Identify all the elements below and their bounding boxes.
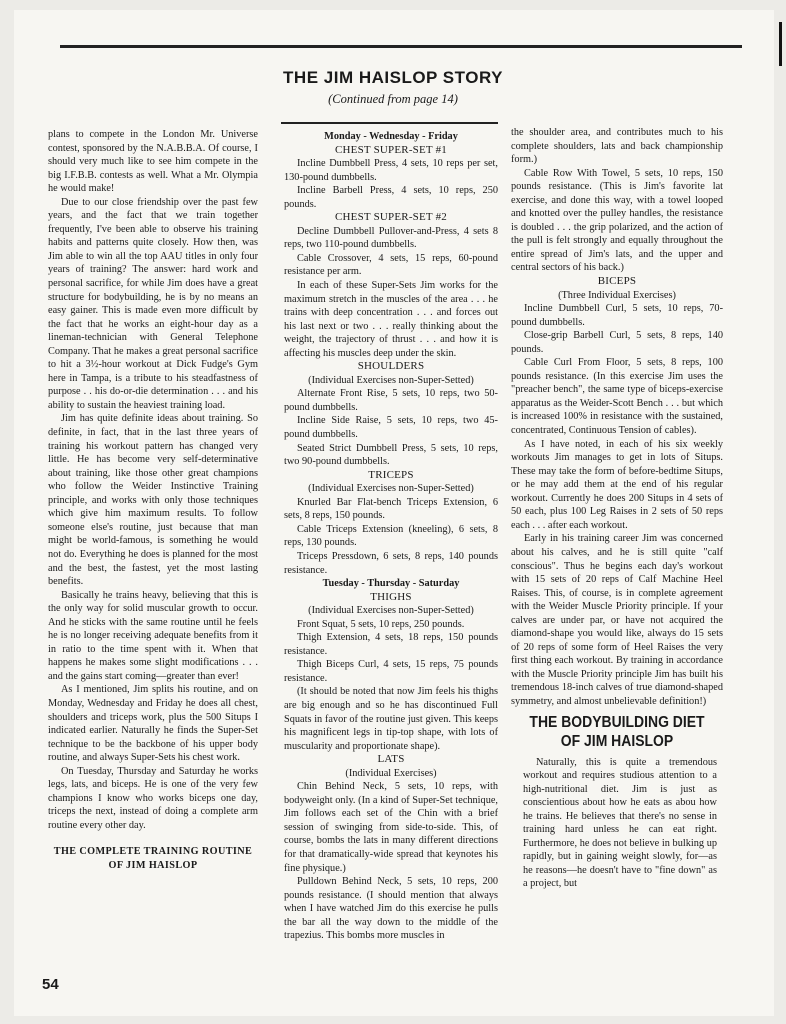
- superset-heading: CHEST SUPER-SET #2: [335, 211, 447, 224]
- exercise: Decline Dumbbell Pullover-and-Press, 4 sets 8 reps, two 110-pound dumbbells.: [284, 225, 498, 251]
- paragraph: In each of these Super-Sets Jim works for the maximum stretch in the muscles of the area . . . he trains with deep concentration . . . and forces out his last next or two . . . really thinking about the weight, the trajectory of thrust . . . and how it is affecting his muscles deep under the skin.: [284, 280, 498, 359]
- paragraph: On Tuesday, Thursday and Saturday he works legs, lats, and biceps. He is one of the very few champions I know who works biceps one day, triceps the next, instead of doing a complete arm routine every other day.: [48, 765, 258, 831]
- exercise: Incline Side Raise, 5 sets, 10 reps, two 45-pound dumbbells.: [284, 415, 498, 441]
- paragraph: Due to our close friendship over the past few years, and the fact that we train together frequently, I've been able to observe his training habits and patterns quite closely. How then, was Jim able to win all the top AAU titles in only four years of training? The answer: hard work and personal sacrifice, for while Jim does have a great structure for bodybuilding, he is by no means an easy gainer. This is made even more difficult by the fact that he works an eight-hour day as a lineman-technician with General Telephone Company. That he makes a great personal sacrifice to hit a 3½-hour workout at Dick Fudge's Gym here in Tampa, is a tribute to his steadfastness of purpose . . his do-or-die determination . . . and his ability to sustain the heaviest training load.: [48, 196, 258, 411]
- paragraph: the shoulder area, and contributes much to his complete shoulders, lats and back championship form.): [511, 127, 723, 166]
- section-heading: SHOULDERS: [357, 360, 425, 373]
- section-subheading: (Individual Exercises non-Super-Setted): [308, 374, 474, 386]
- section-heading: LATS: [377, 753, 405, 766]
- superset-heading: CHEST SUPER-SET #1: [335, 143, 447, 156]
- section-heading: THIGHS: [370, 590, 412, 603]
- exercise: Seated Strict Dumbbell Press, 5 sets, 10 reps, two 90-pound dumbbells.: [284, 442, 498, 468]
- days-heading: Monday - Wednesday - Friday: [324, 131, 458, 142]
- exercise: Incline Barbell Press, 4 sets, 10 reps, 250 pounds.: [284, 185, 498, 210]
- diet-heading: THE BODYBUILDING DIET OF JIM HAISLOP: [529, 713, 705, 750]
- page-number: 54: [42, 976, 59, 993]
- paragraph: Naturally, this is quite a tremendous workout and requires studious attention to a high-nutritional diet. Jim is just as conscientious about how he eats as abou how he trains. He believes that there's no sense in training hard unless he can eat right. Furthermore, he does not believe in bulking up rapidly, but in gaining weight slowly, for—as he reasons—he doesn't have to "fine down" as a project, but: [523, 756, 717, 890]
- exercise: Thigh Biceps Curl, 4 sets, 15 reps, 75 pounds resistance.: [284, 659, 498, 684]
- column-1: [48, 128, 258, 970]
- section-subheading: (Individual Exercises non-Super-Setted): [308, 605, 474, 617]
- column-3: [511, 126, 723, 968]
- paragraph: (It should be noted that now Jim feels his thighs are big enough and so he has discontinued Full Squats in favor of the routine just given. This keeps his magnificent legs in tip-top shape, with lots of muscularity and proportionate shape).: [284, 686, 498, 752]
- exercise: Incline Dumbbell Curl, 5 sets, 10 reps, 70-pound dumbbells.: [511, 303, 723, 328]
- exercise: Incline Dumbbell Press, 4 sets, 10 reps per set, 130-pound dumbbells.: [284, 158, 498, 183]
- exercise: Thigh Extension, 4 sets, 18 reps, 150 pounds resistance.: [284, 632, 498, 657]
- exercise: Pulldown Behind Neck, 5 sets, 10 reps, 200 pounds resistance. (I should mention that always when I have watched Jim do this exercise he pulls the bar all the way down to the middle of the trapezius. This bombs more muscles in: [284, 876, 498, 942]
- paragraph: plans to compete in the London Mr. Universe contest, sponsored by the N.A.B.B.A. Of course, I should very much like to see him compete in the big I.F.B.B. contests as well. What a Mr. Olympia he would make!: [48, 129, 258, 195]
- section-subheading: (Three Individual Exercises): [558, 289, 676, 301]
- paragraph: Jim has quite definite ideas about training. So definite, in fact, that in the last three years of training his workout pattern has changed very little. He has become very self-determinative about training, like those other great champions who follow the Weider Instinctive Training principle, and works with only those techniques which give him maximum results. To follow someone else's routine, just because that man might be world-famous, is something he would not do. Everything he does is planned for the most and the best, the fastest, yet the most lasting benefits.: [48, 413, 258, 588]
- exercise: Cable Row With Towel, 5 sets, 10 reps, 150 pounds resistance. (This is Jim's favorite lat exercise, and done this way, with a towel looped and knotted over the pulley handles, the resistance is doubled . . . the grip polarized, and the action of the pull is felt strongly and equally throughout the entire spread of Jim's lats, and the upper and central sectors of his back.): [511, 167, 723, 274]
- exercise: Front Squat, 5 sets, 10 reps, 250 pounds.: [297, 618, 465, 630]
- page-edge-mark: [779, 22, 782, 66]
- section-heading: TRICEPS: [368, 468, 414, 481]
- section-subheading: (Individual Exercises non-Super-Setted): [308, 483, 474, 495]
- continued-note: (Continued from page 14): [328, 92, 458, 106]
- column-rule: [281, 122, 498, 124]
- exercise: Chin Behind Neck, 5 sets, 10 reps, with bodyweight only. (In a kind of Super-Set technique, Jim follows each set of the Chin with a brief session of swinging from side-to-side. This, of course, bombs the lats in many different directions for that dramatically-wide spread that keynotes his fine physique.): [284, 781, 498, 874]
- exercise: Cable Crossover, 4 sets, 15 reps, 60-pound resistance per arm.: [284, 252, 498, 278]
- section-subheading: (Individual Exercises): [345, 767, 437, 779]
- article-title: THE JIM HAISLOP STORY: [283, 68, 503, 87]
- paragraph: Early in his training career Jim was concerned about his calves, and he is still quite "calf conscious". Thus he begins each day's workout with 15 sets of 20 reps of Calf Machine Heel Raises. This, of course, is in complete agreement with the Weider Muscle Priority principle. If your calves are under par, or have not acquired the diamond-shape you would like, always do 15 sets of 20 reps of some form of Heel Raises the very first thing each workout. By training in accordance with the Muscle Priority principle Jim has built his tremendous 18-inch calves of true diamond-shaped symmetry, and almost unbelievable definition!): [511, 533, 723, 707]
- paragraph: As I have noted, in each of his six weekly workouts Jim manages to get in lots of Situps. These may take the form of before-bedtime Situps, or he may add them at the end of his regular workout. Currently he does 200 Situps in 4 sets of 50 each, plus 100 Leg Raises in 2 sets of 50 reps each . . . after each workout.: [511, 438, 723, 531]
- routine-heading: THE COMPLETE TRAINING ROUTINE OF JIM HAISLOP: [53, 846, 253, 871]
- top-rule: [60, 45, 742, 48]
- exercise: Alternate Front Rise, 5 sets, 10 reps, two 50-pound dumbbells.: [284, 388, 498, 413]
- paragraph: Basically he trains heavy, believing that this is the only way for solid muscular growth to occur. And he sticks with the same routine until he feels he is no longer receiving adequate benefits from it in ratio to the time spent with it. When that happens he makes some slight modifications . . . and the gains start coming—greater than ever!: [48, 589, 258, 682]
- days-heading: Tuesday - Thursday - Saturday: [322, 578, 460, 590]
- exercise: Knurled Bar Flat-bench Triceps Extension, 6 sets, 8 reps, 150 pounds.: [284, 496, 498, 522]
- exercise: Cable Triceps Extension (kneeling), 6 sets, 8 reps, 130 pounds.: [284, 523, 498, 549]
- paragraph: As I mentioned, Jim splits his routine, and on Monday, Wednesday and Friday he does all chest, shoulders and triceps work, plus the 500 Situps I indicated earlier. Naturally he finds the Super-Set technique to be the backbone of his upper body routine, and always Super-Sets his chest work.: [48, 684, 258, 764]
- column-2: [284, 130, 498, 972]
- exercise: Close-grip Barbell Curl, 5 sets, 8 reps, 140 pounds.: [511, 330, 723, 355]
- exercise: Cable Curl From Floor, 5 sets, 8 reps, 100 pounds resistance. (In this exercise Jim uses the "preacher bench", the same type of biceps-exercise apparatus as the Weider-Scott Bench . . . but which is increased 100% in resistance with the sustained, concentrated, Continuous Tension of cables).: [511, 357, 723, 437]
- section-heading: BICEPS: [597, 275, 637, 288]
- exercise: Triceps Pressdown, 6 sets, 8 reps, 140 pounds resistance.: [284, 550, 498, 576]
